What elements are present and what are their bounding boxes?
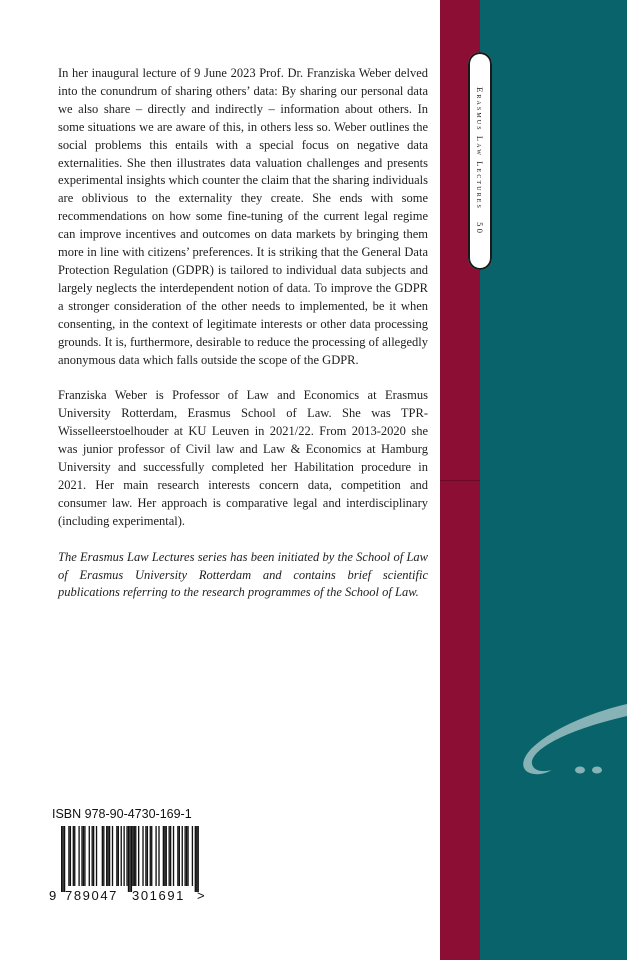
barcode-bar (83, 826, 84, 886)
barcode-bar (145, 826, 146, 886)
barcode-bar (118, 826, 119, 886)
band-seam (440, 480, 480, 481)
barcode-right-digits: 301691 (132, 888, 185, 903)
barcode-bar (192, 826, 193, 886)
teal-band (480, 0, 627, 960)
barcode-bar (73, 826, 74, 886)
barcode-bar (96, 826, 97, 886)
barcode-bar (158, 826, 159, 886)
barcode-bar (129, 826, 130, 892)
barcode-bar (168, 826, 169, 886)
barcode-left-digits: 789047 (65, 888, 118, 903)
barcode-bar (187, 826, 188, 886)
barcode-bar (74, 826, 75, 886)
barcode-bar (106, 826, 107, 886)
barcode-bar (131, 826, 132, 892)
barcode-bar (107, 826, 108, 886)
barcode-bar (89, 826, 90, 886)
barcode-bar (64, 826, 65, 892)
series-title: Erasmus Law Lectures (475, 87, 485, 210)
barcode-bar (163, 826, 164, 886)
swoosh-logo-mark (500, 690, 627, 790)
barcode-bar (81, 826, 82, 886)
barcode-bar (70, 826, 71, 886)
barcode-bar (142, 826, 143, 886)
barcode-bar (182, 826, 183, 886)
barcode-bar (103, 826, 104, 886)
barcode-bar (62, 826, 63, 892)
isbn-barcode (47, 824, 207, 904)
barcode-bar (164, 826, 165, 886)
author-bio-paragraph: Franziska Weber is Professor of Law and Economics at Erasmus University Rotterdam, Erasmus School of Law. She was TPR-Wisselleerstoelhouder at KU Leuven in 2021/22. From 2013-2020 she was junior professor of Civil law and Law & Economics at Hamburg University and successfully completed her Habilitation procedure in 2021. Her main research interests concern data, competition and consumer law. Her approach is comparative legal and interdisciplinary (including experimental). (58, 388, 428, 528)
barcode-bar (138, 826, 139, 886)
series-label (475, 87, 485, 235)
barcode-first-digit: 9 (49, 888, 57, 903)
barcode-bar (121, 826, 122, 886)
barcode-bar (198, 826, 199, 892)
barcode-bar (186, 826, 187, 886)
series-note-paragraph: The Erasmus Law Lectures series has been initiated by the School of Law of Erasmus University Rotterdam and contains brief scientific publications referring to the research programmes of the School of Law. (58, 549, 428, 600)
barcode-bar (112, 826, 113, 886)
barcode-bar (128, 826, 129, 892)
barcode-bar (196, 826, 197, 892)
barcode-bar (93, 826, 94, 886)
barcode-bar (84, 826, 85, 886)
barcode-bar (123, 826, 124, 886)
barcode-bar (147, 826, 148, 886)
barcode-bar (126, 826, 127, 886)
barcode-bar (195, 826, 196, 892)
barcode-bar (151, 826, 152, 886)
barcode-bar (134, 826, 135, 886)
barcode-bar (135, 826, 136, 886)
barcode-bar (61, 826, 62, 892)
barcode-bar (155, 826, 156, 886)
barcode-bar (78, 826, 79, 886)
barcode-bars (61, 826, 199, 892)
barcode-bar (166, 826, 167, 886)
barcode-bar (116, 826, 117, 886)
barcode-bar (184, 826, 185, 886)
lecture-summary-paragraph: In her inaugural lecture of 9 June 2023 Prof. Dr. Franziska Weber delved into the conundrum of sharing others’ data: By sharing our personal data we also share – directly and indirectly – information about others. In some situations we are aware of this, in others less so. Weber outlines the social problems this entails with a special focus on negative data externalities. She then illustrates data valuation challenges and presents experimental insights which counter the claim that the sharing individuals are oblivious to the externality they create. She ends with some recommendations on how some fine-tuning of the current legal regime can improve incentives and outcomes on data markets by bringing them more in line with citizens’ preferences. It is striking that the General Data Protection Regulation (GDPR) is tailored to individual data subjects and largely neglects the interdependent notion of data. To improve the GDPR a stronger consideration of the other needs to implemented, be it when consenting, in the context of legitimate interests or other data processing grounds. It is, furthermore, desirable to reduce the processing of allegedly anonymous data which falls outside the scope of the GDPR. (58, 66, 428, 367)
back-cover-text (58, 65, 428, 620)
barcode-bar (109, 826, 110, 886)
barcode-bar (102, 826, 103, 886)
barcode-end-marker: > (197, 888, 205, 903)
barcode-bar (173, 826, 174, 886)
barcode-bar (177, 826, 178, 886)
series-number: 50 (475, 222, 485, 235)
barcode-bar (92, 826, 93, 886)
barcode-bar (68, 826, 69, 886)
barcode-bar (132, 826, 133, 886)
barcode-bar (150, 826, 151, 886)
isbn-label: ISBN 978-90-4730-169-1 (52, 807, 192, 821)
barcode-bar (170, 826, 171, 886)
barcode-bar (179, 826, 180, 886)
